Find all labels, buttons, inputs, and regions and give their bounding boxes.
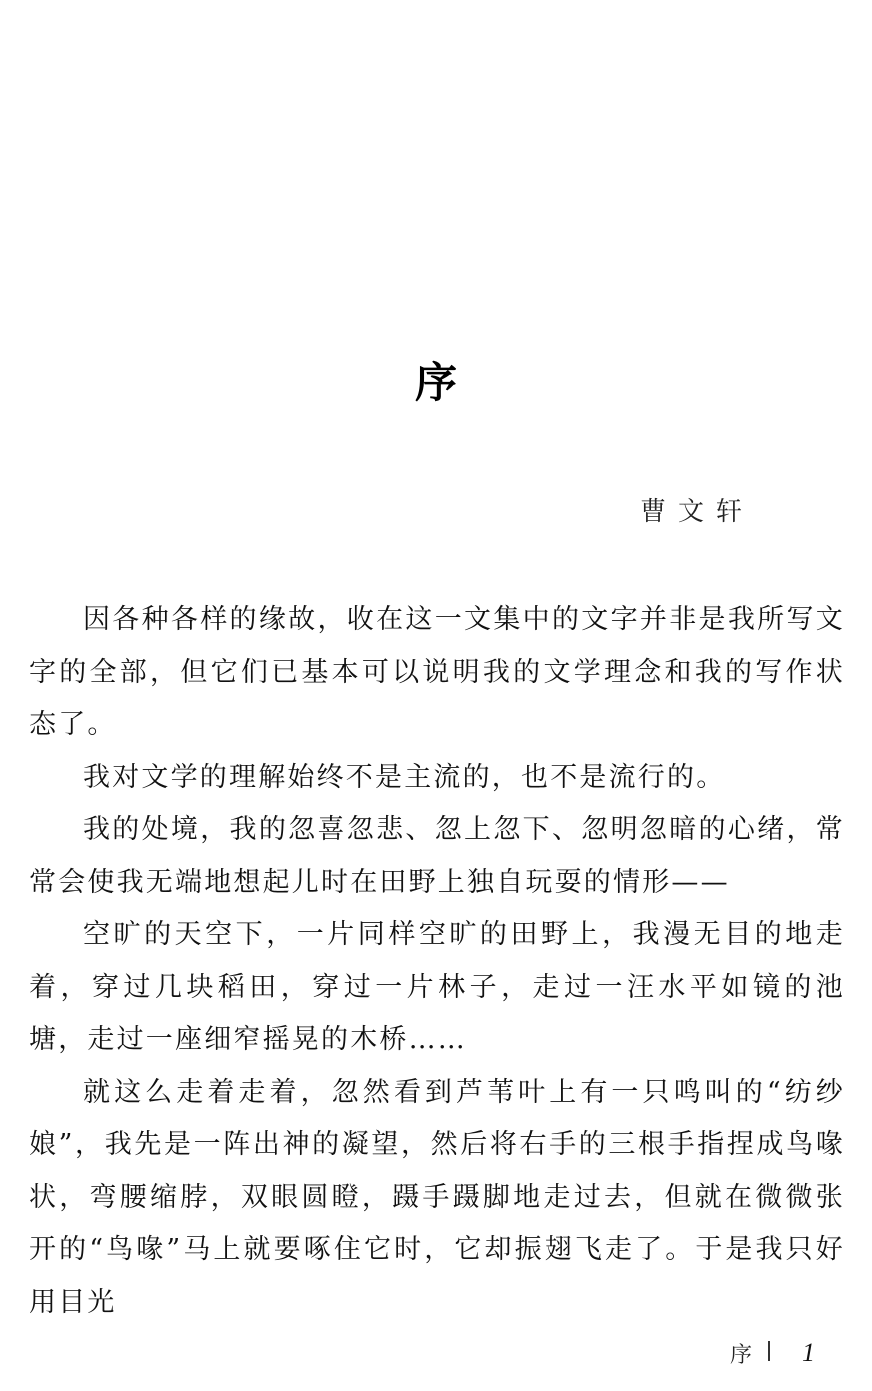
- footer-divider: [768, 1341, 770, 1361]
- paragraph: 空旷的天空下，一片同样空旷的田野上，我漫无目的地走着，穿过几块稻田，穿过一片林子，走过一汪水平如镜的池塘，走过一座细窄摇晃的木桥……: [29, 919, 845, 1055]
- paragraph: 因各种各样的缘故，收在这一文集中的文字并非是我所写文字的全部，但它们已基本可以说明我的文学理念和我的写作状态了。: [29, 604, 845, 740]
- footer-section-label: 序: [730, 1342, 753, 1368]
- paragraph: 我的处境，我的忽喜忽悲、忽上忽下、忽明忽暗的心绪，常常会使我无端地想起儿时在田野上独自玩耍的情形——: [29, 814, 845, 898]
- page-title: 序: [414, 358, 457, 407]
- author-name: 曹文轩: [640, 497, 755, 527]
- paragraph: 就这么走着走着，忽然看到芦苇叶上有一只鸣叫的“纺纱娘”，我先是一阵出神的凝望，然后将右手的三根手指捏成鸟喙状，弯腰缩脖，双眼圆瞪，蹑手蹑脚地走过去，但就在微微张开的“鸟喙”马上就要啄住它时，它却振翅飞走了。于是我只好用目光: [29, 1076, 845, 1318]
- paragraph: 我对文学的理解始终不是主流的，也不是流行的。: [83, 761, 726, 793]
- page-footer: [730, 1336, 815, 1370]
- page-number: 1: [802, 1338, 816, 1367]
- body-text: [29, 594, 845, 1329]
